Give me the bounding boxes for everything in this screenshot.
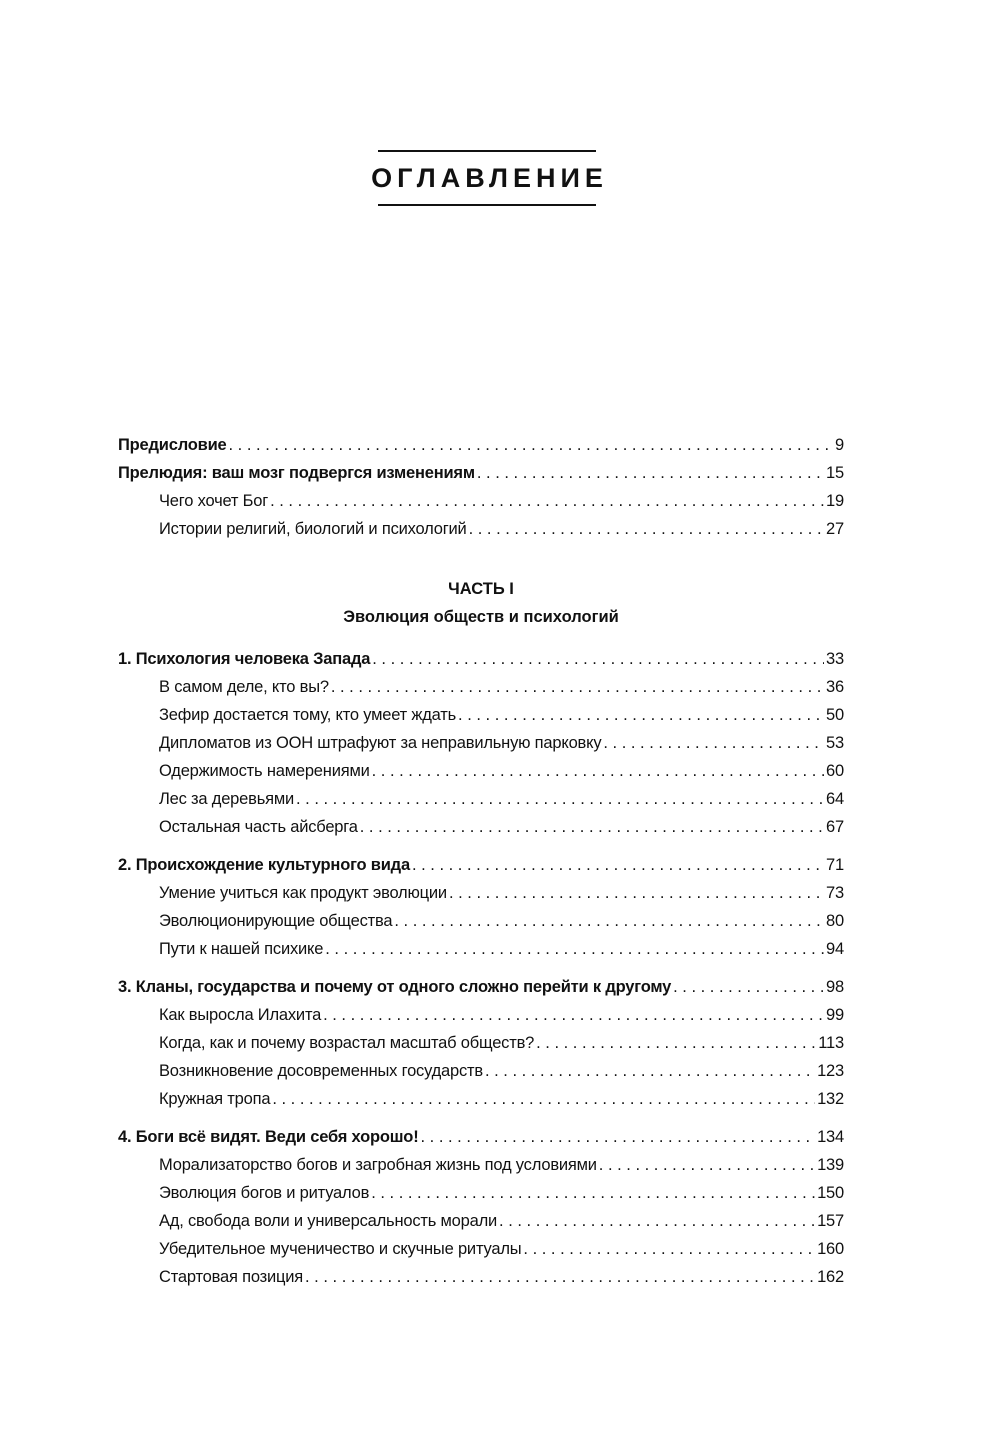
toc-entry-label: Ад, свобода воли и универсальность морали — [159, 1212, 498, 1230]
toc-section-entry[interactable] — [118, 785, 844, 813]
leader-dots — [485, 1057, 815, 1085]
toc-entry-label: Прелюдия: ваш мозг подвергся изменениям — [118, 464, 475, 482]
leader-dots — [477, 459, 824, 487]
toc-section-entry[interactable] — [118, 1179, 844, 1207]
toc-section-entry[interactable] — [118, 879, 844, 907]
toc-entry-page: 64 — [826, 790, 844, 808]
toc-section-entry[interactable] — [118, 1085, 844, 1113]
leader-dots — [449, 879, 824, 907]
leader-dots — [394, 907, 824, 935]
toc-entry-label: Когда, как и почему возрастал масштаб обществ? — [159, 1034, 535, 1052]
front-matter — [118, 431, 844, 543]
toc-entry-page: 99 — [826, 1006, 844, 1024]
toc-entry-prelude[interactable] — [118, 459, 844, 487]
leader-dots — [372, 645, 824, 673]
page-title-box — [371, 150, 608, 206]
leader-dots — [372, 757, 824, 785]
toc-entry-label: Кружная тропа — [159, 1090, 271, 1108]
leader-dots — [270, 487, 824, 515]
toc-entry-page: 132 — [817, 1090, 844, 1108]
spacer — [118, 841, 844, 851]
toc-entry-page: 139 — [817, 1156, 844, 1174]
toc-entry-label: 1. Психология человека Запада — [118, 650, 371, 668]
leader-dots — [599, 1151, 815, 1179]
toc-entry-label: Стартовая позиция — [159, 1268, 304, 1286]
leader-dots — [499, 1207, 815, 1235]
toc-entry-label: Предисловие — [118, 436, 227, 454]
toc-section-entry[interactable] — [118, 813, 844, 841]
toc-entry-label: Эволюция богов и ритуалов — [159, 1184, 370, 1202]
part-header — [118, 575, 844, 631]
toc-section-entry[interactable] — [118, 515, 844, 543]
toc-entry-page: 150 — [817, 1184, 844, 1202]
toc-entry-page: 50 — [826, 706, 844, 724]
chapter-block — [118, 1123, 844, 1291]
toc-entry-label: Остальная часть айсберга — [159, 818, 358, 836]
spacer — [118, 1113, 844, 1123]
toc-entry-page: 19 — [826, 492, 844, 510]
toc-section-entry[interactable] — [118, 1001, 844, 1029]
leader-dots — [458, 701, 824, 729]
toc-entry-label: Лес за деревьями — [159, 790, 294, 808]
toc-section-entry[interactable] — [118, 1263, 844, 1291]
toc-entry-label: Зефир достается тому, кто умеет ждать — [159, 706, 457, 724]
toc-section-entry[interactable] — [118, 935, 844, 963]
toc-entry-page: 123 — [817, 1062, 844, 1080]
toc-section-entry[interactable] — [118, 487, 844, 515]
leader-dots — [673, 973, 824, 1001]
toc-entry-label: Возникновение досовременных государств — [159, 1062, 483, 1080]
toc-entry-page: 33 — [826, 650, 844, 668]
toc-entry-page: 134 — [817, 1128, 844, 1146]
toc-section-entry[interactable] — [118, 757, 844, 785]
toc-entry-label: Эволюционирующие общества — [159, 912, 393, 930]
toc-entry-label: Умение учиться как продукт эволюции — [159, 884, 447, 902]
toc-entry-page: 60 — [826, 762, 844, 780]
toc-entry-page: 9 — [835, 436, 844, 454]
toc-entry-page: 15 — [826, 464, 844, 482]
toc-chapter-entry[interactable] — [118, 851, 844, 879]
toc-entry-label: Одержимость намерениями — [159, 762, 370, 780]
part-title: Эволюция обществ и психологий — [343, 608, 619, 626]
toc-section-entry[interactable] — [118, 1057, 844, 1085]
toc-entry-page: 67 — [826, 818, 844, 836]
toc-entry-label: В самом деле, кто вы? — [159, 678, 329, 696]
toc-section-entry[interactable] — [118, 1029, 844, 1057]
toc-section-entry[interactable] — [118, 729, 844, 757]
toc-section-entry[interactable] — [118, 907, 844, 935]
leader-dots — [523, 1235, 815, 1263]
toc-entry-page: 80 — [826, 912, 844, 930]
toc-entry-page: 53 — [826, 734, 844, 752]
toc-entry-page: 160 — [817, 1240, 844, 1258]
toc-entry-page: 157 — [817, 1212, 844, 1230]
toc-entry-page: 36 — [826, 678, 844, 696]
toc-entry-label: Убедительное мученичество и скучные ритуалы — [159, 1240, 522, 1258]
toc-chapter-entry[interactable] — [118, 645, 844, 673]
leader-dots — [272, 1085, 815, 1113]
toc-section-entry[interactable] — [118, 701, 844, 729]
toc-entry-page: 94 — [826, 940, 844, 958]
toc-entry-label: Как выросла Илахита — [159, 1006, 322, 1024]
leader-dots — [420, 1123, 815, 1151]
toc-entry-label: Чего хочет Бог — [159, 492, 269, 510]
spacer — [118, 963, 844, 973]
toc-entry-page: 162 — [817, 1268, 844, 1286]
toc-entry-label: Дипломатов из ООН штрафуют за неправильную парковку — [159, 734, 602, 752]
leader-dots — [371, 1179, 815, 1207]
toc-entry-page: 71 — [826, 856, 844, 874]
leader-dots — [331, 673, 824, 701]
leader-dots — [360, 813, 824, 841]
toc-chapter-entry[interactable] — [118, 1123, 844, 1151]
leader-dots — [323, 1001, 824, 1029]
chapter-block — [118, 851, 844, 963]
leader-dots — [325, 935, 824, 963]
table-of-contents — [118, 431, 844, 1291]
leader-dots — [296, 785, 824, 813]
leader-dots — [412, 851, 824, 879]
leader-dots — [469, 515, 824, 543]
toc-entry-label: 2. Происхождение культурного вида — [118, 856, 410, 874]
part-number: ЧАСТЬ I — [448, 580, 514, 598]
toc-entry-label: Морализаторство богов и загробная жизнь под условиями — [159, 1156, 597, 1174]
toc-entry-label: Истории религий, биологий и психологий — [159, 520, 467, 538]
chapter-block — [118, 973, 844, 1113]
toc-entry-label: 4. Боги всё видят. Веди себя хорошо! — [118, 1128, 419, 1146]
leader-dots — [603, 729, 824, 757]
toc-chapter-entry[interactable] — [118, 973, 844, 1001]
page-title: ОГЛАВЛЕНИЕ — [371, 162, 608, 193]
toc-section-entry[interactable] — [118, 1207, 844, 1235]
leader-dots — [305, 1263, 815, 1291]
leader-dots — [229, 431, 834, 459]
toc-section-entry[interactable] — [118, 1235, 844, 1263]
toc-entry-page: 27 — [826, 520, 844, 538]
toc-section-entry[interactable] — [118, 1151, 844, 1179]
leader-dots — [536, 1029, 816, 1057]
chapter-block — [118, 645, 844, 841]
toc-entry-preface[interactable] — [118, 431, 844, 459]
toc-entry-page: 98 — [826, 978, 844, 996]
toc-entry-page: 73 — [826, 884, 844, 902]
toc-entry-page: 113 — [818, 1034, 844, 1052]
toc-section-entry[interactable] — [118, 673, 844, 701]
toc-entry-label: 3. Кланы, государства и почему от одного сложно перейти к другому — [118, 978, 672, 996]
toc-entry-label: Пути к нашей психике — [159, 940, 324, 958]
